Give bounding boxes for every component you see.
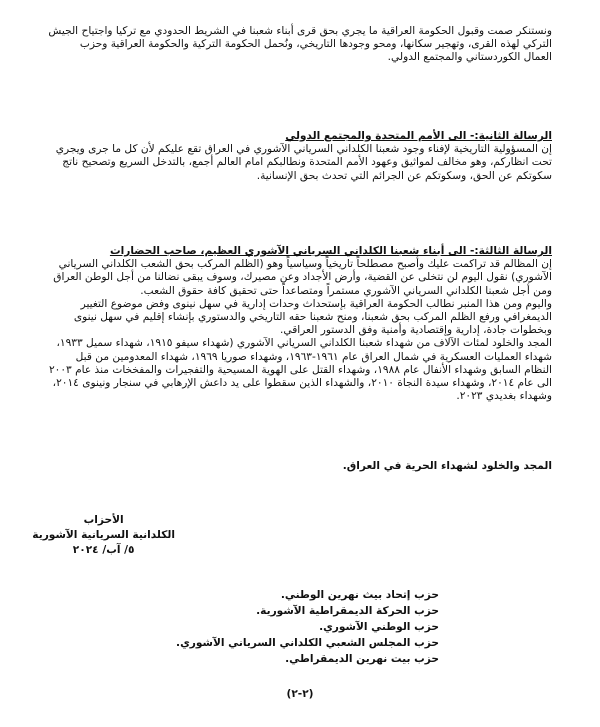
text-line: تحت انظاركم، وهو مخالف لمواثيق وعهود الأمم المتحدة ونطالبكم امام العالم أجمع، بالتدخل السريع وتصحيح ناتج <box>62 156 552 169</box>
signature-date: ٥/ آب/ ٢٠٢٤ <box>72 544 135 556</box>
second-message <box>50 130 552 183</box>
section-heading: الرسالة الثالثة:- الى أبناء شعبنا الكلداني السرياني الآشوري العظيم، صاحب الحضارات <box>109 245 552 257</box>
text-line: ومن أجل شعبنا الكلداني السرياني الآشوري مستمراً ومتصاعداً حتى تحقيق كافة حقوق الشعب. <box>140 284 552 297</box>
list-item: حزب المجلس الشعبي الكلداني السرياني الآشوري. <box>176 637 439 649</box>
signature-title: الأحزاب <box>83 514 124 526</box>
list-item: حزب الوطني الآشوري. <box>319 621 439 633</box>
text-line: الآشوري) نقول اليوم لن نتخلى عن القضية، وأرض الأجداد وعن مصيرك، وسوف يبقى نضالنا من أجل الوطن العراق <box>53 271 552 284</box>
text-line: إن المسؤولية التاريخية لإفناء وجود شعبنا الكلداني السرياني الآشوري في العراق تقع عليكم لأن كل ما جرى ويجري <box>55 143 552 156</box>
text-line: التركي لهذه القرى، وتهجير سكانها، ومحو وجودها التاريخي، ونُحمل الحكومة التركية والحكومة العراقية وحزب <box>79 38 552 51</box>
section-heading: الرسالة الثانية:- الى الأمم المتحدة والمجتمع الدولي <box>285 130 552 142</box>
text-line: وبخطوات جادة، إدارية وإقتصادية وأمنية وفق الدستور العراقي. <box>280 324 552 337</box>
page-number: (٢-٢) <box>286 688 314 700</box>
text-line: المجد والخلود لمئات الآلاف من شهداء شعبنا الكلداني السرياني الآشوري (شهداء سيفو ١٩١٥، شهداء سميل ١٩٣٣، <box>56 337 552 350</box>
parties-list <box>176 587 439 667</box>
third-message <box>50 245 552 403</box>
list-item: حزب بيت نهرين الديمقراطي. <box>285 653 439 665</box>
text-line: إن المظالم قد تراكمت عليك وأصبح مصطلحاً تاريخياً وسياسياً وهو (الظلم المركب بحق الشعب الكلداني السرياني <box>58 258 552 271</box>
text-line: واليوم ومن هذا المنبر نطالب الحكومة العراقية بإستحداث وحدات إدارية في سهل نينوى وفض موضوع التغيير <box>80 297 552 310</box>
text-line: النظام السابق وشهداء الأنفال عام ١٩٨٨، وشهداء القتل على الهوية المسيحية والتفجيرات والمفخخات منذ عام ٢٠٠٣ <box>48 363 552 376</box>
glory-line: المجد والخلود لشهداء الحرية في العراق. <box>342 460 552 472</box>
text-line: سكوتكم عن الحق، وسكوتكم عن الجرائم التي تحدث بحق الإنسانية. <box>256 169 552 182</box>
closing-statement <box>50 460 552 473</box>
text-line: العمال الكوردستاني والمجتمع الدولي. <box>387 51 552 64</box>
signature-block <box>32 513 175 558</box>
text-line: ونستنكر صمت وقبول الحكومة العراقية ما يجري بحق قرى أبناء شعبنا في الشريط الحدودي مع تركيا واجتياح الجيش <box>48 25 552 37</box>
text-line: الديمغرافي ورفع الظلم المركب بحق شعبنا، ومنح شعبنا حقه التاريخي والدستوري بإنشاء إقليم في سهل نينوى <box>73 311 552 324</box>
list-item: حزب إتحاد بيث نهرين الوطني. <box>280 589 439 601</box>
text-line: وشهداء بغديدي ٢٠٢٣. <box>456 390 552 403</box>
text-line: الى عام ٢٠١٤، وشهداء سيدة النجاة ٢٠١٠، والشهداء الذين سقطوا على يد داعش الإرهابي في سنجار ونينوى ٢٠١٤، <box>52 377 552 390</box>
signature-subtitle: الكلدانية السريانية الآشورية <box>32 529 175 541</box>
list-item: حزب الحركة الديمقراطية الآشورية. <box>256 605 439 617</box>
text-line: شهداء العمليات العسكرية في شمال العراق عام ١٩٦١-١٩٦٣، وشهداء صوريا ١٩٦٩، شهداء المعدومين من قبل <box>75 350 552 363</box>
intro-paragraph <box>50 25 552 65</box>
